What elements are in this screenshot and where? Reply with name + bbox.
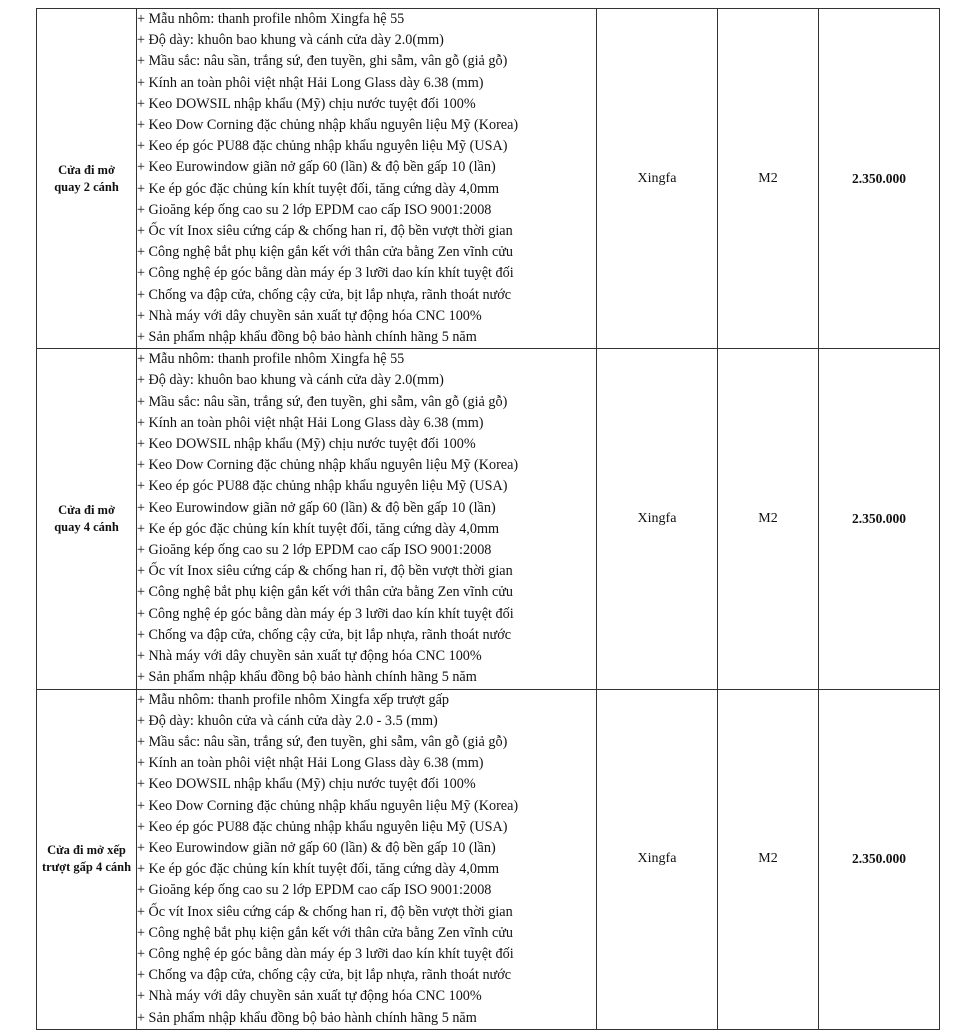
spec-line: + Nhà máy với dây chuyền sản xuất tự động hóa CNC 100% <box>137 307 482 324</box>
product-name-cell <box>37 349 137 689</box>
spec-line: + Kính an toàn phôi việt nhật Hải Long Glass dày 6.38 (mm) <box>137 414 484 431</box>
spec-line: + Mầu sắc: nâu sần, trắng sứ, đen tuyền, ghi sẫm, vân gỗ (giả gỗ) <box>137 53 508 70</box>
spec-line: + Công nghệ ép góc bằng dàn máy ép 3 lưỡi dao kín khít tuyệt đối <box>137 265 514 282</box>
spec-line: + Kính an toàn phôi việt nhật Hải Long Glass dày 6.38 (mm) <box>137 74 484 91</box>
spec-line: + Chống va đập cửa, chống cậy cửa, bịt lắp nhựa, rãnh thoát nước <box>137 626 512 643</box>
spec-line: + Mẫu nhôm: thanh profile nhôm Xingfa xếp trượt gấp <box>137 691 450 708</box>
spec-line: + Gioăng kép ống cao su 2 lớp EPDM cao cấp ISO 9001:2008 <box>137 201 492 218</box>
product-name-line: Cửa đi mở <box>58 502 115 517</box>
table-row <box>37 689 940 1029</box>
spec-line: + Sản phẩm nhập khẩu đồng bộ bảo hành chính hãng 5 năm <box>137 1009 477 1026</box>
table-body <box>37 9 940 1030</box>
spec-line: + Mẫu nhôm: thanh profile nhôm Xingfa hệ 55 <box>137 11 405 27</box>
price-cell: 2.350.000 <box>819 689 940 1029</box>
brand-cell: Xingfa <box>597 689 718 1029</box>
product-name-line: Cửa đi mở xếp <box>47 843 126 858</box>
spec-line: + Ốc vít Inox siêu cứng cáp & chống han rỉ, độ bền vượt thời gian <box>137 223 513 240</box>
spec-line: + Mầu sắc: nâu sần, trắng sứ, đen tuyền, ghi sẫm, vân gỗ (giả gỗ) <box>137 393 508 410</box>
spec-line: + Keo Dow Corning đặc chủng nhập khẩu nguyên liệu Mỹ (Korea) <box>137 797 519 814</box>
table-row <box>37 9 940 349</box>
spec-line: + Nhà máy với dây chuyền sản xuất tự động hóa CNC 100% <box>137 988 482 1005</box>
spec-line: + Keo Dow Corning đặc chủng nhập khẩu nguyên liệu Mỹ (Korea) <box>137 457 519 474</box>
brand-cell: Xingfa <box>597 9 718 349</box>
product-name-line: quay 4 cánh <box>54 519 119 534</box>
spec-line: + Ke ép góc đặc chủng kín khít tuyệt đối, tăng cứng dày 4,0mm <box>137 520 500 537</box>
spec-line: + Keo ép góc PU88 đặc chủng nhập khẩu nguyên liệu Mỹ (USA) <box>137 478 508 495</box>
spec-line: + Công nghệ bắt phụ kiện gắn kết với thân cửa bằng Zen vĩnh cửu <box>137 244 514 261</box>
spec-line: + Kính an toàn phôi việt nhật Hải Long Glass dày 6.38 (mm) <box>137 755 484 772</box>
unit-cell: M2 <box>718 9 819 349</box>
product-name-cell <box>37 9 137 349</box>
spec-line: + Công nghệ ép góc bằng dàn máy ép 3 lưỡi dao kín khít tuyệt đối <box>137 945 514 962</box>
spec-line: + Gioăng kép ống cao su 2 lớp EPDM cao cấp ISO 9001:2008 <box>137 542 492 559</box>
price-cell: 2.350.000 <box>819 9 940 349</box>
spec-line: + Keo Eurowindow giãn nở gấp 60 (lần) & độ bền gấp 10 (lần) <box>137 499 496 516</box>
spec-line: + Ke ép góc đặc chủng kín khít tuyệt đối, tăng cứng dày 4,0mm <box>137 180 500 197</box>
spec-line: + Công nghệ bắt phụ kiện gắn kết với thân cửa bằng Zen vĩnh cửu <box>137 924 514 941</box>
spec-line: + Keo ép góc PU88 đặc chủng nhập khẩu nguyên liệu Mỹ (USA) <box>137 818 508 835</box>
spec-line: + Ốc vít Inox siêu cứng cáp & chống han rỉ, độ bền vượt thời gian <box>137 563 513 580</box>
spec-line: + Ốc vít Inox siêu cứng cáp & chống han rỉ, độ bền vượt thời gian <box>137 903 513 920</box>
spec-list-cell <box>137 9 597 349</box>
spec-list-cell <box>137 349 597 689</box>
product-name-cell <box>37 689 137 1029</box>
table-row <box>37 349 940 689</box>
unit-cell: M2 <box>718 689 819 1029</box>
spec-line: + Độ dày: khuôn cửa và cánh cửa dày 2.0 - 3.5 (mm) <box>137 712 438 729</box>
price-cell: 2.350.000 <box>819 349 940 689</box>
spec-line: + Mẫu nhôm: thanh profile nhôm Xingfa hệ 55 <box>137 351 405 368</box>
price-table <box>36 8 940 1030</box>
spec-line: + Chống va đập cửa, chống cậy cửa, bịt lắp nhựa, rãnh thoát nước <box>137 286 512 303</box>
spec-line: + Keo Eurowindow giãn nở gấp 60 (lần) & độ bền gấp 10 (lần) <box>137 839 496 856</box>
spec-line: + Độ dày: khuôn bao khung và cánh cửa dày 2.0(mm) <box>137 372 444 389</box>
spec-line: + Keo Eurowindow giãn nở gấp 60 (lần) & độ bền gấp 10 (lần) <box>137 159 496 176</box>
spec-line: + Độ dày: khuôn bao khung và cánh cửa dày 2.0(mm) <box>137 32 444 49</box>
spec-line: + Sản phẩm nhập khẩu đồng bộ bảo hành chính hãng 5 năm <box>137 329 477 346</box>
spec-line: + Keo DOWSIL nhập khẩu (Mỹ) chịu nước tuyệt đối 100% <box>137 436 476 453</box>
spec-line: + Mầu sắc: nâu sần, trắng sứ, đen tuyền, ghi sẫm, vân gỗ (giả gỗ) <box>137 733 508 750</box>
spec-line: + Keo DOWSIL nhập khẩu (Mỹ) chịu nước tuyệt đối 100% <box>137 95 476 112</box>
spec-line: + Keo DOWSIL nhập khẩu (Mỹ) chịu nước tuyệt đối 100% <box>137 776 476 793</box>
product-name-line: trượt gấp 4 cánh <box>41 860 132 875</box>
brand-cell: Xingfa <box>597 349 718 689</box>
spec-line: + Keo ép góc PU88 đặc chủng nhập khẩu nguyên liệu Mỹ (USA) <box>137 138 508 155</box>
spec-line: + Công nghệ ép góc bằng dàn máy ép 3 lưỡi dao kín khít tuyệt đối <box>137 605 514 622</box>
spec-line: + Sản phẩm nhập khẩu đồng bộ bảo hành chính hãng 5 năm <box>137 669 477 686</box>
spec-line: + Gioăng kép ống cao su 2 lớp EPDM cao cấp ISO 9001:2008 <box>137 882 492 899</box>
spec-line: + Công nghệ bắt phụ kiện gắn kết với thân cửa bằng Zen vĩnh cửu <box>137 584 514 601</box>
product-name-line: quay 2 cánh <box>54 179 119 194</box>
spec-list-cell <box>137 689 597 1029</box>
spec-line: + Chống va đập cửa, chống cậy cửa, bịt lắp nhựa, rãnh thoát nước <box>137 967 512 984</box>
product-name-line: Cửa đi mở <box>58 162 115 177</box>
spec-line: + Nhà máy với dây chuyền sản xuất tự động hóa CNC 100% <box>137 648 482 665</box>
spec-line: + Keo Dow Corning đặc chủng nhập khẩu nguyên liệu Mỹ (Korea) <box>137 117 519 134</box>
spec-line: + Ke ép góc đặc chủng kín khít tuyệt đối, tăng cứng dày 4,0mm <box>137 861 500 878</box>
unit-cell: M2 <box>718 349 819 689</box>
